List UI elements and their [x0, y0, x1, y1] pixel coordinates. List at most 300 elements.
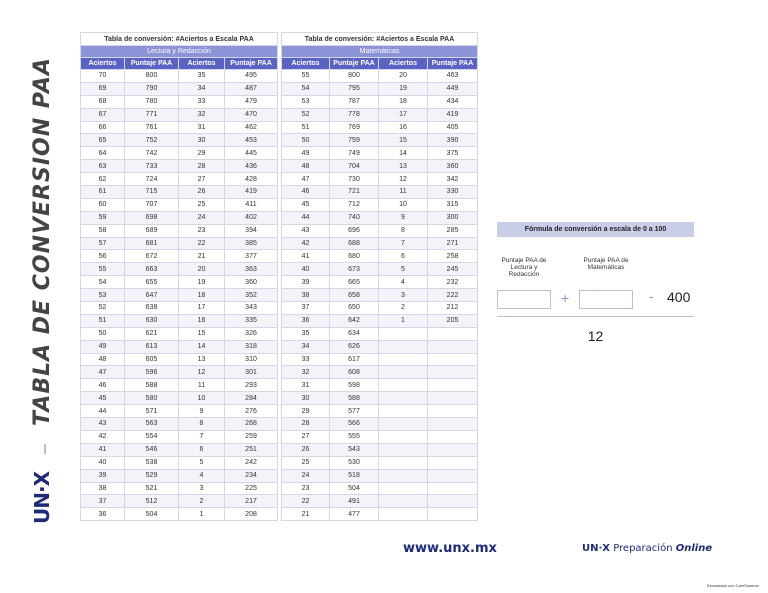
table-cell: 7	[179, 430, 225, 443]
table-row	[282, 198, 478, 211]
table-cell: 25	[282, 456, 330, 469]
table-row	[81, 82, 278, 95]
table-cell: 730	[330, 173, 379, 186]
table-cell: 245	[428, 263, 478, 276]
table-cell: 15	[379, 134, 428, 147]
table-row	[81, 250, 278, 263]
table-cell: 23	[282, 482, 330, 495]
table-body	[81, 70, 278, 521]
minus-sign: -	[649, 288, 654, 304]
table-cell: 57	[81, 237, 125, 250]
table-cell: 208	[225, 508, 278, 521]
table-cell: 342	[428, 173, 478, 186]
table-cell: 34	[282, 340, 330, 353]
table-row	[282, 430, 478, 443]
table-cell: 18	[179, 289, 225, 302]
table-cell: 43	[282, 224, 330, 237]
table-cell: 696	[330, 224, 379, 237]
table-cell: 47	[81, 366, 125, 379]
table-cell: 14	[179, 340, 225, 353]
table-cell: 242	[225, 456, 278, 469]
column-header: Aciertos	[81, 58, 125, 70]
table-cell: 647	[125, 289, 179, 302]
table-cell	[379, 495, 428, 508]
table-row	[282, 173, 478, 186]
table-cell	[428, 469, 478, 482]
table-cell: 13	[379, 160, 428, 173]
table-cell: 504	[330, 482, 379, 495]
table-cell: 29	[282, 405, 330, 418]
table-cell: 453	[225, 134, 278, 147]
table-cell: 462	[225, 121, 278, 134]
table-cell: 554	[125, 430, 179, 443]
table-cell: 58	[81, 224, 125, 237]
table-cell: 761	[125, 121, 179, 134]
table-row	[81, 469, 278, 482]
table-cell: 800	[330, 70, 379, 83]
table-row	[81, 392, 278, 405]
table-cell: 571	[125, 405, 179, 418]
table-cell: 300	[428, 211, 478, 224]
table-cell: 335	[225, 314, 278, 327]
table-cell: 27	[179, 173, 225, 186]
table-cell: 39	[81, 469, 125, 482]
table-cell: 205	[428, 314, 478, 327]
table-cell: 318	[225, 340, 278, 353]
table-cell: 9	[179, 405, 225, 418]
table-cell: 621	[125, 327, 179, 340]
title-separator	[44, 444, 46, 454]
table-cell	[379, 366, 428, 379]
table-cell: 66	[81, 121, 125, 134]
column-header: Aciertos	[179, 58, 225, 70]
table-cell: 29	[179, 147, 225, 160]
table-cell: 613	[125, 340, 179, 353]
table-cell: 222	[428, 289, 478, 302]
table-cell: 41	[81, 443, 125, 456]
table-cell: 32	[282, 366, 330, 379]
table-cell: 54	[282, 82, 330, 95]
table-cell: 52	[81, 302, 125, 315]
table-cell	[379, 392, 428, 405]
table-cell: 44	[282, 211, 330, 224]
table-cell: 284	[225, 392, 278, 405]
table-row	[81, 430, 278, 443]
column-header: Aciertos	[379, 58, 428, 70]
table-cell: 402	[225, 211, 278, 224]
table-row	[81, 314, 278, 327]
table-cell: 30	[179, 134, 225, 147]
table-row	[282, 276, 478, 289]
table-cell: 2	[379, 302, 428, 315]
table-cell: 5	[179, 456, 225, 469]
table-cell: 18	[379, 95, 428, 108]
table-cell: 68	[81, 95, 125, 108]
table-cell: 538	[125, 456, 179, 469]
table-row	[81, 263, 278, 276]
table-cell: 44	[81, 405, 125, 418]
table-row	[81, 160, 278, 173]
table-row	[282, 134, 478, 147]
table-cell: 36	[282, 314, 330, 327]
table-cell: 20	[179, 263, 225, 276]
table-cell: 626	[330, 340, 379, 353]
table-row	[81, 495, 278, 508]
table-cell: 605	[125, 353, 179, 366]
table-cell: 24	[179, 211, 225, 224]
table-cell: 65	[81, 134, 125, 147]
table-cell: 4	[379, 276, 428, 289]
table-row	[282, 70, 478, 83]
fraction-line	[497, 316, 694, 317]
table-cell: 70	[81, 70, 125, 83]
table-cell: 21	[179, 250, 225, 263]
table-row	[282, 186, 478, 199]
table-row	[81, 289, 278, 302]
table-cell: 698	[125, 211, 179, 224]
table-cell: 518	[330, 469, 379, 482]
table-cell: 752	[125, 134, 179, 147]
table-row	[81, 224, 278, 237]
table-cell: 225	[225, 482, 278, 495]
table-cell: 642	[330, 314, 379, 327]
table-cell: 46	[81, 379, 125, 392]
table-cell: 8	[179, 418, 225, 431]
table-row	[282, 250, 478, 263]
table-cell: 477	[330, 508, 379, 521]
table-cell: 13	[179, 353, 225, 366]
table-cell: 64	[81, 147, 125, 160]
table-cell: 712	[330, 198, 379, 211]
table-cell: 449	[428, 82, 478, 95]
table-row	[81, 456, 278, 469]
table-row	[81, 70, 278, 83]
table-cell: 663	[125, 263, 179, 276]
table-cell: 259	[225, 430, 278, 443]
table-cell	[428, 495, 478, 508]
table-cell: 715	[125, 186, 179, 199]
table-cell: 34	[179, 82, 225, 95]
table-cell: 650	[330, 302, 379, 315]
table-cell: 19	[379, 82, 428, 95]
website-text: www.unx.mx	[403, 541, 497, 556]
table-row	[81, 237, 278, 250]
table-cell: 6	[379, 250, 428, 263]
table-cell: 330	[428, 186, 478, 199]
table-cell: 47	[282, 173, 330, 186]
table-cell: 470	[225, 108, 278, 121]
table-cell: 28	[179, 160, 225, 173]
table-cell: 495	[225, 70, 278, 83]
table-row	[81, 134, 278, 147]
table-cell: 60	[81, 198, 125, 211]
table-cell: 588	[330, 392, 379, 405]
table-cell: 42	[81, 430, 125, 443]
table-row	[81, 173, 278, 186]
matematicas-score-label: Puntaje PAA de Matemáticas	[583, 257, 629, 271]
table-row	[81, 147, 278, 160]
table-cell: 405	[428, 121, 478, 134]
table-cell: 54	[81, 276, 125, 289]
table-row	[81, 418, 278, 431]
table-row	[282, 508, 478, 521]
table-cell: 31	[179, 121, 225, 134]
table-cell: 800	[125, 70, 179, 83]
table-cell: 48	[282, 160, 330, 173]
table-cell: 33	[282, 353, 330, 366]
table-cell: 26	[282, 443, 330, 456]
table-row	[282, 340, 478, 353]
column-header: Puntaje PAA	[330, 58, 379, 70]
table-cell: 7	[379, 237, 428, 250]
table-row	[282, 443, 478, 456]
table-cell	[379, 379, 428, 392]
table-cell	[379, 353, 428, 366]
table-cell: 30	[282, 392, 330, 405]
table-cell: 48	[81, 353, 125, 366]
table-row	[81, 121, 278, 134]
table-cell: 315	[428, 198, 478, 211]
table-row	[282, 405, 478, 418]
table-row	[282, 456, 478, 469]
table-cell: 37	[282, 302, 330, 315]
table-cell: 419	[225, 186, 278, 199]
table-cell: 436	[225, 160, 278, 173]
table-cell: 375	[428, 147, 478, 160]
table-cell: 681	[125, 237, 179, 250]
table-cell: 22	[179, 237, 225, 250]
table-cell	[428, 456, 478, 469]
table-row	[81, 198, 278, 211]
table-cell: 36	[81, 508, 125, 521]
table-cell: 31	[282, 379, 330, 392]
table-cell: 53	[81, 289, 125, 302]
column-header: Aciertos	[282, 58, 330, 70]
table-row	[282, 418, 478, 431]
table-cell: 53	[282, 95, 330, 108]
table-cell: 740	[330, 211, 379, 224]
table-cell	[379, 340, 428, 353]
table-cell: 12	[379, 173, 428, 186]
table-row	[282, 366, 478, 379]
table-cell	[428, 482, 478, 495]
table-cell	[428, 405, 478, 418]
table-cell: 310	[225, 353, 278, 366]
table-cell: 1	[179, 508, 225, 521]
table-body	[282, 70, 478, 521]
table-cell: 52	[282, 108, 330, 121]
table-cell: 673	[330, 263, 379, 276]
table-cell: 428	[225, 173, 278, 186]
table-cell: 276	[225, 405, 278, 418]
table-cell: 390	[428, 134, 478, 147]
conversion-formula	[497, 222, 694, 344]
table-cell: 630	[125, 314, 179, 327]
table-cell: 49	[282, 147, 330, 160]
table-cell: 563	[125, 418, 179, 431]
table-row	[81, 302, 278, 315]
table-cell: 51	[282, 121, 330, 134]
table-cell: 419	[428, 108, 478, 121]
table-cell: 759	[330, 134, 379, 147]
table-cell: 46	[282, 186, 330, 199]
column-header: Puntaje PAA	[225, 58, 278, 70]
lectura-score-label: Puntaje PAA de Lectura y Redacción	[501, 257, 547, 278]
brand-logo-mark: UN·X	[582, 543, 610, 554]
table-cell: 617	[330, 353, 379, 366]
table-cell	[379, 508, 428, 521]
table-cell: 24	[282, 469, 330, 482]
table-cell	[428, 366, 478, 379]
table-row	[282, 379, 478, 392]
table-cell: 33	[179, 95, 225, 108]
table-row	[282, 353, 478, 366]
table-row	[282, 469, 478, 482]
table-cell: 5	[379, 263, 428, 276]
table-cell	[428, 430, 478, 443]
table-cell: 63	[81, 160, 125, 173]
table-cell: 43	[81, 418, 125, 431]
table-cell: 285	[428, 224, 478, 237]
table-cell: 778	[330, 108, 379, 121]
table-cell	[428, 443, 478, 456]
scanner-watermark: Escaneado con CamScanner	[706, 583, 759, 588]
table-cell: 638	[125, 302, 179, 315]
table-caption: Tabla de conversión: #Aciertos a Escala PAA	[81, 33, 278, 46]
table-cell	[428, 418, 478, 431]
table-cell: 769	[330, 121, 379, 134]
formula-title: Fórmula de conversión a escala de 0 a 100	[497, 222, 694, 237]
table-row	[282, 95, 478, 108]
table-cell: 56	[81, 250, 125, 263]
table-row	[282, 160, 478, 173]
column-header: Puntaje PAA	[125, 58, 179, 70]
table-cell: 16	[379, 121, 428, 134]
plus-sign: +	[561, 290, 570, 306]
table-cell: 1	[379, 314, 428, 327]
table-cell: 749	[330, 147, 379, 160]
table-row	[81, 353, 278, 366]
table-cell: 26	[179, 186, 225, 199]
table-cell: 67	[81, 108, 125, 121]
table-caption: Tabla de conversión: #Aciertos a Escala PAA	[282, 33, 478, 46]
table-cell: 2	[179, 495, 225, 508]
table-cell: 69	[81, 82, 125, 95]
table-cell: 577	[330, 405, 379, 418]
table-cell: 55	[81, 263, 125, 276]
table-cell	[379, 456, 428, 469]
table-row	[81, 366, 278, 379]
table-cell: 566	[330, 418, 379, 431]
table-cell: 689	[125, 224, 179, 237]
table-row	[81, 508, 278, 521]
table-row	[282, 82, 478, 95]
table-cell: 12	[179, 366, 225, 379]
table-cell: 35	[282, 327, 330, 340]
table-row	[81, 405, 278, 418]
table-cell: 787	[330, 95, 379, 108]
table-cell: 27	[282, 430, 330, 443]
table-cell	[379, 327, 428, 340]
table-cell: 3	[179, 482, 225, 495]
subtract-constant: 400	[667, 289, 691, 305]
table-cell: 555	[330, 430, 379, 443]
table-cell: 45	[81, 392, 125, 405]
table-row	[282, 289, 478, 302]
table-cell: 9	[379, 211, 428, 224]
table-cell: 22	[282, 495, 330, 508]
table-cell: 385	[225, 237, 278, 250]
table-cell: 10	[179, 392, 225, 405]
table-cell: 16	[179, 314, 225, 327]
brand-logo	[582, 543, 712, 554]
table-cell: 61	[81, 186, 125, 199]
table-cell	[428, 327, 478, 340]
table-cell: 546	[125, 443, 179, 456]
table-cell: 268	[225, 418, 278, 431]
table-cell: 352	[225, 289, 278, 302]
table-cell: 23	[179, 224, 225, 237]
table-cell: 530	[330, 456, 379, 469]
table-cell: 491	[330, 495, 379, 508]
table-cell: 17	[379, 108, 428, 121]
table-row	[282, 224, 478, 237]
table-row	[81, 379, 278, 392]
table-row	[282, 302, 478, 315]
table-row	[282, 237, 478, 250]
table-cell: 40	[81, 456, 125, 469]
table-row	[282, 482, 478, 495]
table-cell	[428, 353, 478, 366]
table-row	[81, 340, 278, 353]
table-cell: 543	[330, 443, 379, 456]
table-cell	[379, 443, 428, 456]
table-cell: 771	[125, 108, 179, 121]
unx-logo: UN·X	[30, 472, 54, 524]
table-cell: 8	[379, 224, 428, 237]
table-cell: 20	[379, 70, 428, 83]
divisor: 12	[587, 328, 604, 344]
table-cell: 271	[428, 237, 478, 250]
table-section: Lectura y Redacción	[81, 46, 278, 58]
table-cell	[379, 482, 428, 495]
table-cell: 28	[282, 418, 330, 431]
table-cell: 598	[330, 379, 379, 392]
table-cell: 62	[81, 173, 125, 186]
table-cell: 11	[379, 186, 428, 199]
table-cell: 37	[81, 495, 125, 508]
table-cell: 21	[282, 508, 330, 521]
table-cell: 411	[225, 198, 278, 211]
matematicas-score-box	[579, 290, 633, 309]
table-cell: 35	[179, 70, 225, 83]
table-row	[282, 327, 478, 340]
table-row	[282, 211, 478, 224]
table-cell: 780	[125, 95, 179, 108]
brand-text: Preparación	[613, 543, 673, 554]
table-cell: 50	[282, 134, 330, 147]
table-cell: 32	[179, 108, 225, 121]
table-cell: 10	[379, 198, 428, 211]
table-cell: 512	[125, 495, 179, 508]
table-cell: 680	[330, 250, 379, 263]
table-cell: 301	[225, 366, 278, 379]
table-cell: 608	[330, 366, 379, 379]
table-row	[282, 392, 478, 405]
table-cell: 360	[428, 160, 478, 173]
table-cell: 658	[330, 289, 379, 302]
table-row	[282, 263, 478, 276]
